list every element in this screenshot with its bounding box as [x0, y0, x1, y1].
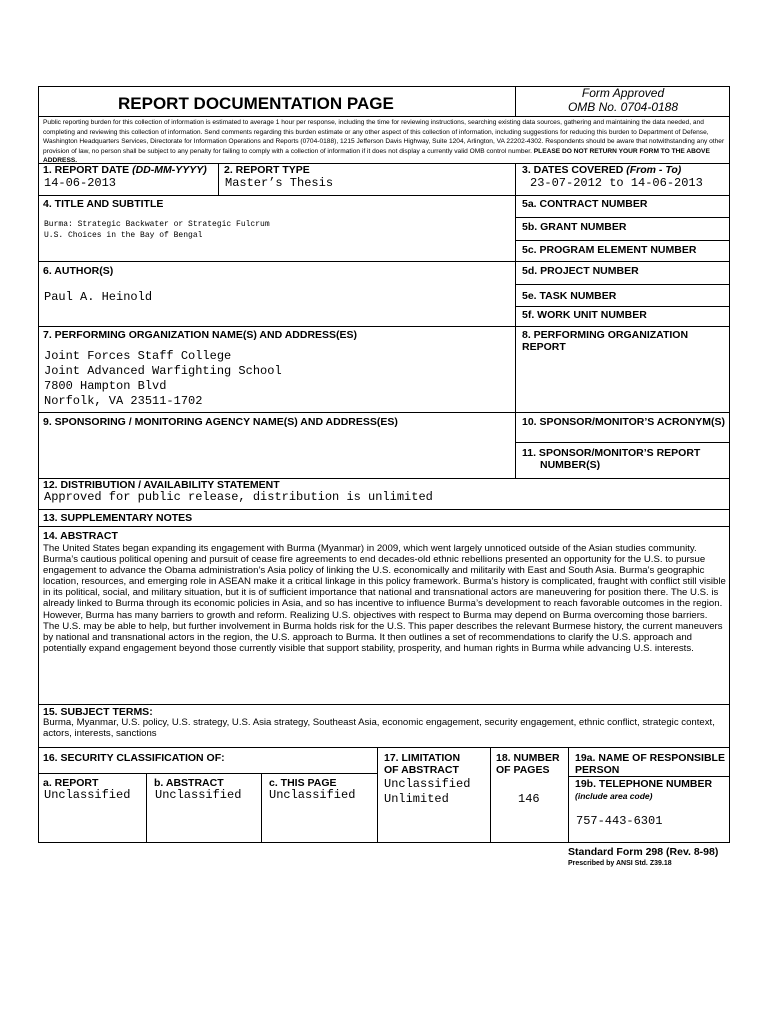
rule-14 [38, 704, 730, 705]
program-element-label: 5c. PROGRAM ELEMENT NUMBER [522, 244, 697, 256]
responsible-person-label-2: PERSON [575, 764, 620, 776]
sponsor-acronym-label: 10. SPONSOR/MONITOR’S ACRONYM(S) [522, 416, 726, 428]
rule-5d [515, 284, 730, 285]
title-line-2: U.S. Choices in the Bay of Bengal [44, 231, 203, 240]
report-date-label: 1. REPORT DATE (DD-MM-YYYY) [43, 164, 207, 176]
sponsor-report-label-2: NUMBER(S) [540, 459, 601, 471]
limitation-label-2: OF ABSTRACT [384, 764, 459, 776]
rule-v-18 [490, 747, 491, 843]
rule-13 [38, 526, 730, 527]
security-class-label: 16. SECURITY CLASSIFICATION OF: [43, 752, 225, 764]
border-right [729, 86, 730, 843]
performing-org-line-4: Norfolk, VA 23511-1702 [44, 394, 203, 408]
report-date-value: 14-06-2013 [44, 176, 117, 190]
work-unit-label: 5f. WORK UNIT NUMBER [522, 309, 647, 321]
rule-7 [38, 412, 730, 413]
number-pages-value: 146 [518, 792, 540, 806]
limitation-label-1: 17. LIMITATION [384, 752, 461, 764]
abstract-class-label: b. ABSTRACT [154, 777, 224, 789]
dates-covered-value: 23-07-2012 to 14-06-2013 [530, 176, 703, 190]
abstract-label: 14. ABSTRACT [43, 530, 118, 542]
responsible-person-label-1: 19a. NAME OF RESPONSIBLE [575, 752, 725, 764]
performing-org-label: 7. PERFORMING ORGANIZATION NAME(S) AND ADDRESS(ES) [43, 329, 358, 341]
report-type-value: Master’s Thesis [225, 176, 334, 190]
rule-v-16a [146, 773, 147, 843]
title-subtitle-label: 4. TITLE AND SUBTITLE [43, 198, 164, 210]
burden-statement: Public reporting burden for this collection of information is estimated to average 1 hour per response, including the time for reviewing instructions, searching existing data sources, gathering and maintaining the data needed, and completing and reviewing this collection of information. Send comments regarding this burden estimate or any other aspect of this collection of information, including suggestions for reducing this burden to Department of Defense, Washington Headquarters Services, Directorate for Information Operations and Reports (0704-0188), 1215 Jefferson Davis Highway, Suite 1204, Arlington, VA 22202-4302. Respondents should be aware that notwithstanding any other provision of law, no person shall be subject to any penalty for failing to comply with a collection of information if it does not display a currently valid OMB control number. PLEASE DO NOT RETURN YOUR FORM TO THE ABOVE ADDRESS. [43, 119, 725, 164]
performing-org-line-3: 7800 Hampton Blvd [44, 379, 167, 393]
rule-v-1 [218, 163, 219, 195]
rule-header [38, 116, 730, 117]
rule-12 [38, 509, 730, 510]
number-pages-label-2: OF PAGES [496, 764, 550, 776]
report-documentation-form [38, 86, 730, 843]
report-class-label: a. REPORT [43, 777, 99, 789]
limitation-value-2: Unlimited [384, 792, 449, 806]
rule-19a [568, 776, 730, 777]
sponsor-report-label-1: 11. SPONSOR/MONITOR’S REPORT [522, 447, 701, 459]
standard-form: Standard Form 298 (Rev. 8-98) [568, 846, 719, 858]
rule-10 [515, 442, 730, 443]
project-number-label: 5d. PROJECT NUMBER [522, 265, 639, 277]
abstract-class-value: Unclassified [155, 788, 242, 802]
page-class-label: c. THIS PAGE [269, 777, 337, 789]
telephone-value: 757-443-6301 [576, 814, 663, 828]
telephone-hint: (include area code) [575, 791, 653, 801]
border-bottom [38, 842, 730, 843]
title-line-1: Burma: Strategic Backwater or Strategic Fulcrum [44, 220, 270, 229]
subject-terms-text: Burma, Myanmar, U.S. policy, U.S. strategy, U.S. Asia strategy, Southeast Asia, economic engagement, security engagement, ethnic conflict, strategic context, actors, interests, sanctions [43, 717, 715, 740]
page-class-value: Unclassified [269, 788, 356, 802]
form-approved: Form Approved [581, 86, 665, 100]
rule-5e [515, 306, 730, 307]
rule-5a [515, 217, 730, 218]
telephone-label: 19b. TELEPHONE NUMBER [575, 778, 713, 790]
omb-number: OMB No. 0704-0188 [567, 100, 679, 114]
authors-label: 6. AUTHOR(S) [43, 265, 114, 277]
distribution-value: Approved for public release, distribution is unlimited [44, 490, 433, 504]
report-class-value: Unclassified [44, 788, 131, 802]
sponsoring-agency-label: 9. SPONSORING / MONITORING AGENCY NAME(S) AND ADDRESS(ES) [43, 416, 398, 428]
performing-org-line-2: Joint Advanced Warfighting School [44, 364, 282, 378]
performing-report-label-1: 8. PERFORMING ORGANIZATION [522, 329, 689, 341]
rule-5f [38, 326, 730, 327]
rule-5b [515, 240, 730, 241]
abstract-text: The United States began expanding its engagement with Burma (Myanmar) in 2009, which went largely unnoticed outside of the Asian studies community. Burma’s cautious political opening and pursuit of cease fire agreements to end decades-old ethnic rebellions presented an opportunity for the U.S. to pursue engagement to advance the Obama administration’s Asia policy of linking the U.S. economically and militarily with East and South Asia. Burma’s geographic location, resources, and emerging role in ASEAN make it a critical linkage in this policy framework. Burma’s history is complicated, fraught with conflict still visible in its political, social, and military situation, but it is of sufficient importance that national and transnational actors are maneuvering for position there. The U.S. is already linked to Burma through its economic policies in Asia, and so has incentive to influence Burma’s development to reach favorable outcomes in the region. However, Burma has many barriers to growth and reform. Realizing U.S. objectives with respect to Burma may depend on Burma overcoming those barriers. The U.S. may be able to help, but further involvement in Burma holds risk for the U.S. This paper describes the relevant Burmese history, the current maneuvers by national and transnational actors in the region, the U.S. approach to Burma. It then outlines a set of recommendations to clarify the U.S. approach and potentially expand engagement beyond those currently visible that support stability, prosperity, and human rights in Burma while advancing U.S. interests. [43, 543, 726, 654]
page-title: REPORT DOCUMENTATION PAGE [118, 94, 394, 113]
performing-org-line-1: Joint Forces Staff College [44, 349, 232, 363]
rule-v-17 [377, 747, 378, 843]
rule-16 [38, 773, 377, 774]
rule-5c [38, 261, 730, 262]
rule-v-19 [568, 747, 569, 843]
contract-number-label: 5a. CONTRACT NUMBER [522, 198, 648, 210]
grant-number-label: 5b. GRANT NUMBER [522, 221, 627, 233]
rule-v-16b [261, 773, 262, 843]
rule-v-right [515, 163, 516, 479]
dates-covered-label: 3. DATES COVERED (From - To) [522, 164, 682, 176]
report-type-label: 2. REPORT TYPE [224, 164, 310, 176]
performing-report-label-2: REPORT [522, 341, 566, 353]
rule-row1 [38, 195, 730, 196]
prescribed-by: Prescribed by ANSI Std. Z39.18 [568, 860, 672, 867]
rule-15 [38, 747, 730, 748]
border-left [38, 86, 39, 843]
authors-value: Paul A. Heinold [44, 290, 153, 304]
supplementary-label: 13. SUPPLEMENTARY NOTES [43, 512, 193, 524]
distribution-label: 12. DISTRIBUTION / AVAILABILITY STATEMENT [43, 479, 280, 491]
task-number-label: 5e. TASK NUMBER [522, 290, 617, 302]
limitation-value-1: Unclassified [384, 777, 471, 791]
subject-terms-label: 15. SUBJECT TERMS: [43, 706, 153, 718]
number-pages-label-1: 18. NUMBER [496, 752, 560, 764]
